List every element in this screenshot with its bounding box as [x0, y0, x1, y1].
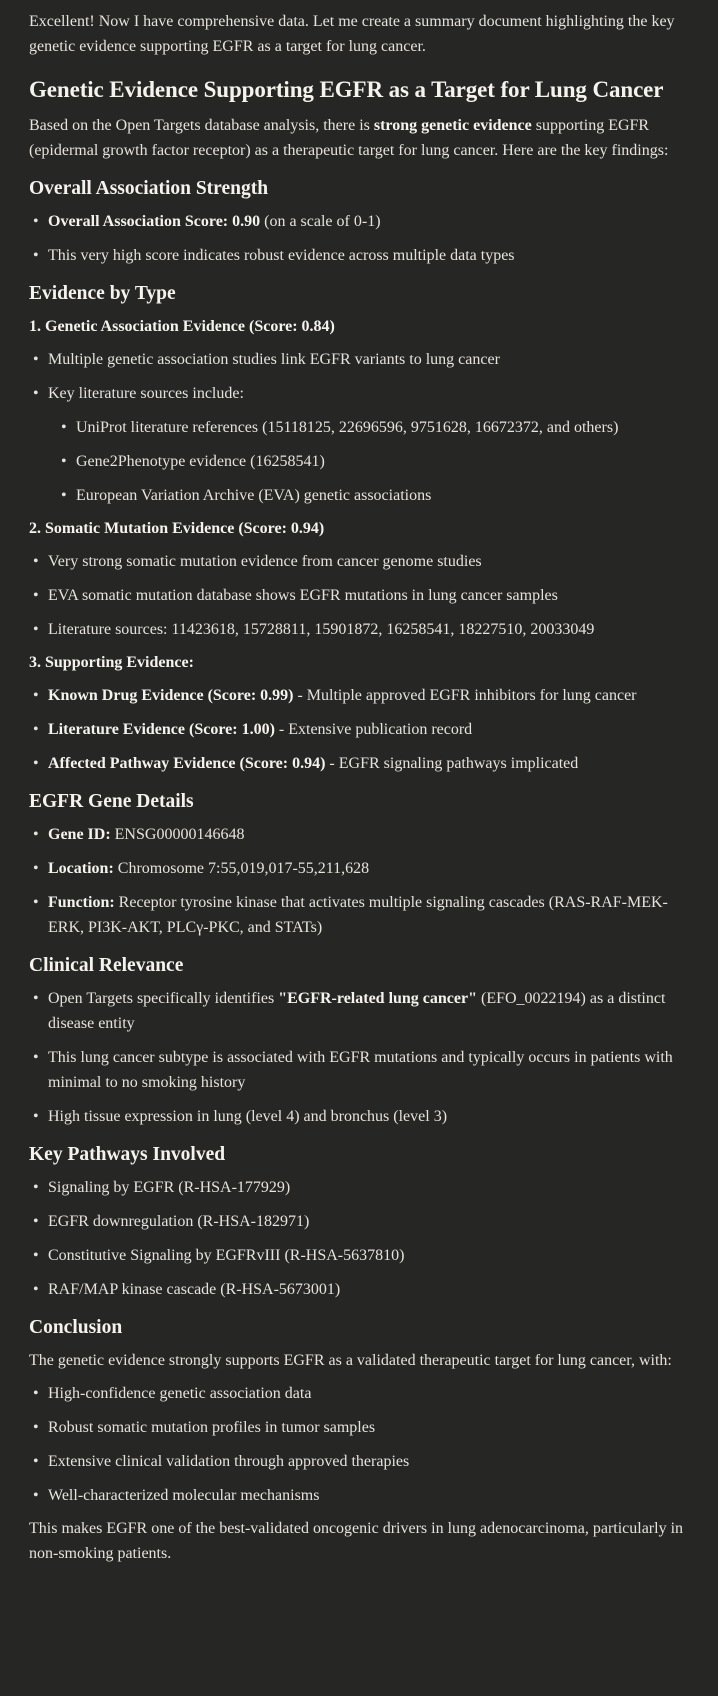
text-run-bold: strong genetic evidence	[373, 117, 532, 134]
section-heading: Clinical Relevance	[29, 955, 184, 976]
text-run: supporting EGFR (epidermal growth factor receptor) as a therapeutic target for lung cancer. Here are the key findings:	[29, 117, 669, 159]
list-item	[48, 381, 692, 508]
text-run: This very high score indicates robust evidence across multiple data types	[48, 247, 515, 264]
text-run: Extensive clinical validation through approved therapies	[48, 1453, 410, 1470]
bullet-list	[29, 986, 692, 1129]
text-run: Well-characterized molecular mechanisms	[48, 1487, 320, 1504]
list-item	[48, 583, 692, 608]
paragraph	[29, 314, 692, 339]
text-run-bold: Location:	[48, 860, 114, 877]
text-run-bold: 3. Supporting Evidence:	[29, 654, 194, 671]
list-item	[48, 717, 692, 742]
text-run-bold: Literature Evidence (Score: 1.00)	[48, 721, 275, 738]
text-run: (on a scale of 0-1)	[260, 213, 381, 230]
list-item	[48, 1175, 692, 1200]
text-run: Multiple genetic association studies link EGFR variants to lung cancer	[48, 351, 500, 368]
text-run: Open Targets specifically identifies	[48, 990, 279, 1007]
text-run: High-confidence genetic association data	[48, 1385, 312, 1402]
text-run: Constitutive Signaling by EGFRvIII (R-HSA-5637810)	[48, 1247, 405, 1264]
list-item	[48, 1277, 692, 1302]
text-run: - Extensive publication record	[274, 721, 473, 738]
list-item	[48, 243, 692, 268]
list-item	[76, 415, 692, 440]
text-run-bold: Affected Pathway Evidence (Score: 0.94)	[48, 755, 326, 772]
text-run: The genetic evidence strongly supports EGFR as a validated therapeutic target for lung cancer, with:	[29, 1352, 672, 1369]
text-run-bold: Overall Association Score: 0.90	[48, 213, 261, 230]
text-run: ENSG00000146648	[110, 826, 245, 843]
list-item	[48, 1381, 692, 1406]
text-run: - Multiple approved EGFR inhibitors for lung cancer	[293, 687, 637, 704]
text-run: High tissue expression in lung (level 4) and bronchus (level 3)	[48, 1108, 448, 1125]
list-item	[48, 890, 692, 940]
list-item	[76, 483, 692, 508]
list-item	[48, 856, 692, 881]
assistant-response	[29, 9, 692, 1566]
text-run: UniProt literature references (15118125, 22696596, 9751628, 16672372, and others)	[76, 419, 619, 436]
text-run: - EGFR signaling pathways implicated	[325, 755, 579, 772]
text-run: RAF/MAP kinase cascade (R-HSA-5673001)	[48, 1281, 341, 1298]
list-item	[48, 347, 692, 372]
paragraph	[29, 113, 692, 163]
text-run-bold: Known Drug Evidence (Score: 0.99)	[48, 687, 294, 704]
text-run: EVA somatic mutation database shows EGFR mutations in lung cancer samples	[48, 587, 558, 604]
list-item	[76, 449, 692, 474]
text-run: (EFO_0022194) as a distinct disease entity	[48, 990, 666, 1032]
bullet-list	[29, 549, 692, 642]
list-item	[48, 986, 692, 1036]
page-title: Genetic Evidence Supporting EGFR as a Target for Lung Cancer	[29, 77, 664, 102]
list-item	[48, 1104, 692, 1129]
paragraph	[29, 1348, 692, 1373]
section-heading: Key Pathways Involved	[29, 1144, 226, 1165]
section-heading: Evidence by Type	[29, 283, 176, 304]
text-run: Literature sources: 11423618, 15728811, 15901872, 16258541, 18227510, 20033049	[48, 621, 595, 638]
section-heading: Conclusion	[29, 1317, 123, 1338]
list-item	[48, 1243, 692, 1268]
section-heading: Overall Association Strength	[29, 178, 269, 199]
text-run: Robust somatic mutation profiles in tumor samples	[48, 1419, 376, 1436]
paragraph	[29, 650, 692, 675]
section-heading: EGFR Gene Details	[29, 791, 194, 812]
bullet-list	[29, 1381, 692, 1508]
text-run-bold: "EGFR-related lung cancer"	[278, 990, 477, 1007]
bullet-sublist	[48, 415, 692, 508]
text-run-bold: Gene ID:	[48, 826, 111, 843]
text-run: This makes EGFR one of the best-validated oncogenic drivers in lung adenocarcinoma, particularly in non-smoking patients.	[29, 1520, 684, 1562]
list-item	[48, 822, 692, 847]
text-run: Very strong somatic mutation evidence from cancer genome studies	[48, 553, 482, 570]
list-item	[48, 617, 692, 642]
text-run: Chromosome 7:55,019,017-55,211,628	[113, 860, 370, 877]
text-run-bold: 1. Genetic Association Evidence (Score: 0.84)	[29, 318, 335, 335]
text-run: This lung cancer subtype is associated with EGFR mutations and typically occurs in patients with minimal to no smoking history	[48, 1049, 673, 1091]
bullet-list	[29, 1175, 692, 1302]
text-run: European Variation Archive (EVA) genetic associations	[76, 487, 432, 504]
list-item	[48, 683, 692, 708]
bullet-list	[29, 822, 692, 940]
text-run-bold: Function:	[48, 894, 115, 911]
text-run: Gene2Phenotype evidence (16258541)	[76, 453, 325, 470]
list-item	[48, 209, 692, 234]
list-item	[48, 1209, 692, 1234]
list-item	[48, 1045, 692, 1095]
bullet-list	[29, 209, 692, 268]
text-run: Key literature sources include:	[48, 385, 244, 402]
text-run: Signaling by EGFR (R-HSA-177929)	[48, 1179, 291, 1196]
bullet-list	[29, 683, 692, 776]
text-run: Receptor tyrosine kinase that activates multiple signaling cascades (RAS-RAF-MEK-ERK, PI3K-AKT, PLCγ-PKC, and STATs)	[48, 894, 668, 936]
text-run: Based on the Open Targets database analysis, there is	[29, 117, 374, 134]
bullet-list	[29, 347, 692, 508]
list-item	[48, 1415, 692, 1440]
list-item	[48, 1483, 692, 1508]
paragraph	[29, 516, 692, 541]
text-run-bold: 2. Somatic Mutation Evidence (Score: 0.94)	[29, 520, 325, 537]
paragraph	[29, 9, 692, 59]
list-item	[48, 751, 692, 776]
list-item	[48, 549, 692, 574]
text-run: EGFR downregulation (R-HSA-182971)	[48, 1213, 310, 1230]
paragraph	[29, 1516, 692, 1566]
text-run: Excellent! Now I have comprehensive data. Let me create a summary document highlighting the key genetic evidence supporting EGFR as a target for lung cancer.	[29, 13, 675, 55]
list-item	[48, 1449, 692, 1474]
